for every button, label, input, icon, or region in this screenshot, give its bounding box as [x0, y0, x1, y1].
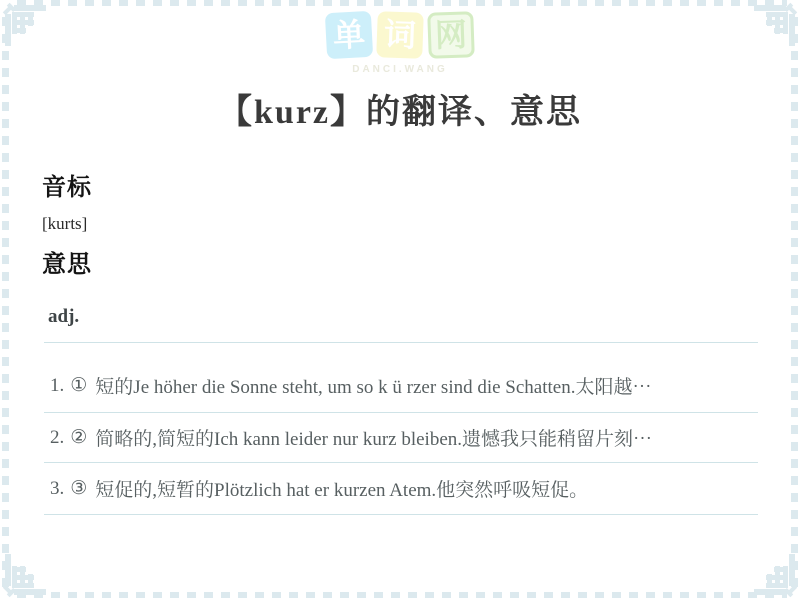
- meaning-heading: 意思: [42, 252, 92, 278]
- definition-text: 简略的,简短的Ich kann leider nur kurz bleiben.遗憾我只能稍留片刻⋯: [95, 429, 653, 450]
- corner-ornament-icon: [752, 552, 800, 600]
- corner-ornament-icon: [0, 552, 48, 600]
- phonetic-value: [kurts]: [42, 214, 88, 233]
- logo-caption: DANCI.WANG: [352, 64, 448, 75]
- definition-number: 1.: [50, 374, 65, 396]
- definition-item: [44, 342, 758, 412]
- frame-border-bottom: [0, 592, 800, 598]
- definition-circle-number: ②: [70, 427, 88, 448]
- logo-tile-icon: 词: [376, 11, 424, 59]
- phonetic-heading: 音标: [42, 175, 92, 201]
- definition-item: [44, 412, 758, 462]
- page-title: 【kurz】的翻译、意思: [218, 94, 582, 131]
- site-logo[interactable]: [0, 12, 800, 75]
- definition-item: [44, 462, 758, 514]
- frame-border-top: [0, 0, 800, 6]
- logo-tile-icon: 网: [427, 11, 475, 59]
- definition-text: 短的Je höher die Sonne steht, um so k ü rzer sind die Schatten.太阳越⋯: [95, 377, 652, 398]
- part-of-speech-label: adj.: [48, 306, 80, 327]
- logo-tile-icon: 单: [325, 11, 373, 59]
- definition-number: 3.: [50, 477, 65, 499]
- logo-tiles: [0, 12, 800, 58]
- definition-circle-number: ③: [70, 478, 88, 499]
- definition-circle-number: ①: [70, 375, 88, 396]
- definitions-list: [44, 342, 758, 515]
- definition-text: 短促的,短暂的Plötzlich hat er kurzen Atem.他突然呼吸短促。: [95, 480, 589, 501]
- definition-number: 2.: [50, 426, 65, 448]
